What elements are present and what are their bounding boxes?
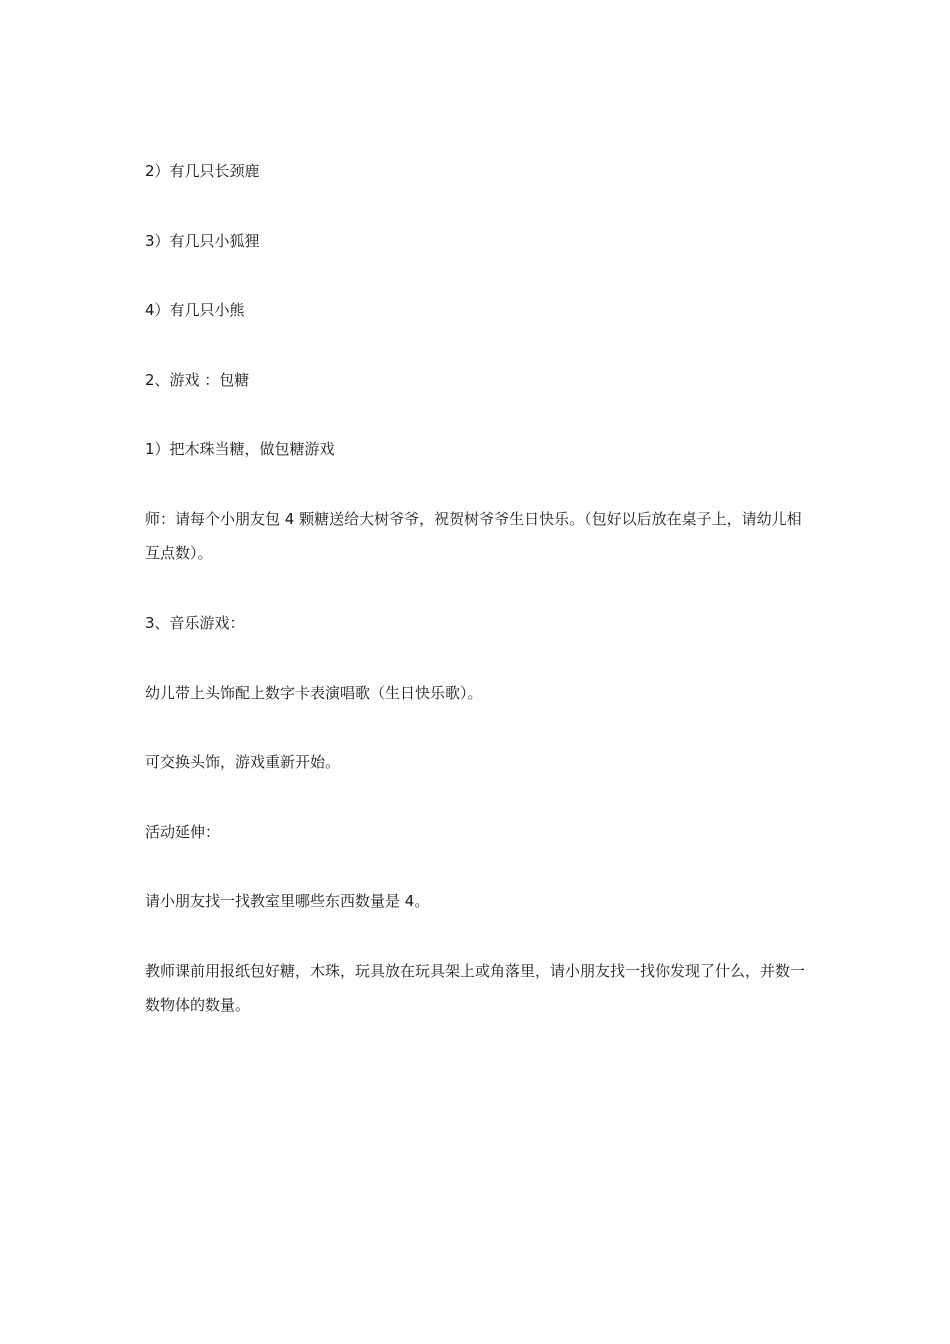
music-game-paragraph: 幼儿带上头饰配上数字卡表演唱歌（生日快乐歌）。: [145, 684, 483, 702]
teacher-instruction-paragraph: 师：请每个小朋友包 4 颗糖送给大树爷爷，祝贺树爷爷生日快乐。（包好以后放在桌子上，请幼儿相互点数）。: [145, 510, 802, 562]
teacher-preparation-paragraph: 教师课前用报纸包好糖，木珠，玩具放在玩具架上或角落里，请小朋友找一找你发现了什么，并数一数物体的数量。: [145, 962, 806, 1014]
section-heading-extension: 活动延伸：: [145, 823, 221, 841]
list-item-foxes: 3）有几只小狐狸: [145, 232, 260, 250]
list-item-giraffes: 2）有几只长颈鹿: [145, 162, 260, 180]
extension-task-paragraph: 请小朋友找一找教室里哪些东西数量是 4。: [145, 892, 430, 910]
section-heading-game: 2、游戏 ：包糖: [145, 371, 250, 389]
list-item-wrap-candy: 1）把木珠当糖，做包糖游戏: [145, 440, 335, 458]
section-heading-music-game: 3、音乐游戏：: [145, 614, 245, 632]
swap-headwear-paragraph: 可交换头饰，游戏重新开始。: [145, 753, 341, 771]
list-item-bears: 4）有几只小熊: [145, 301, 245, 319]
